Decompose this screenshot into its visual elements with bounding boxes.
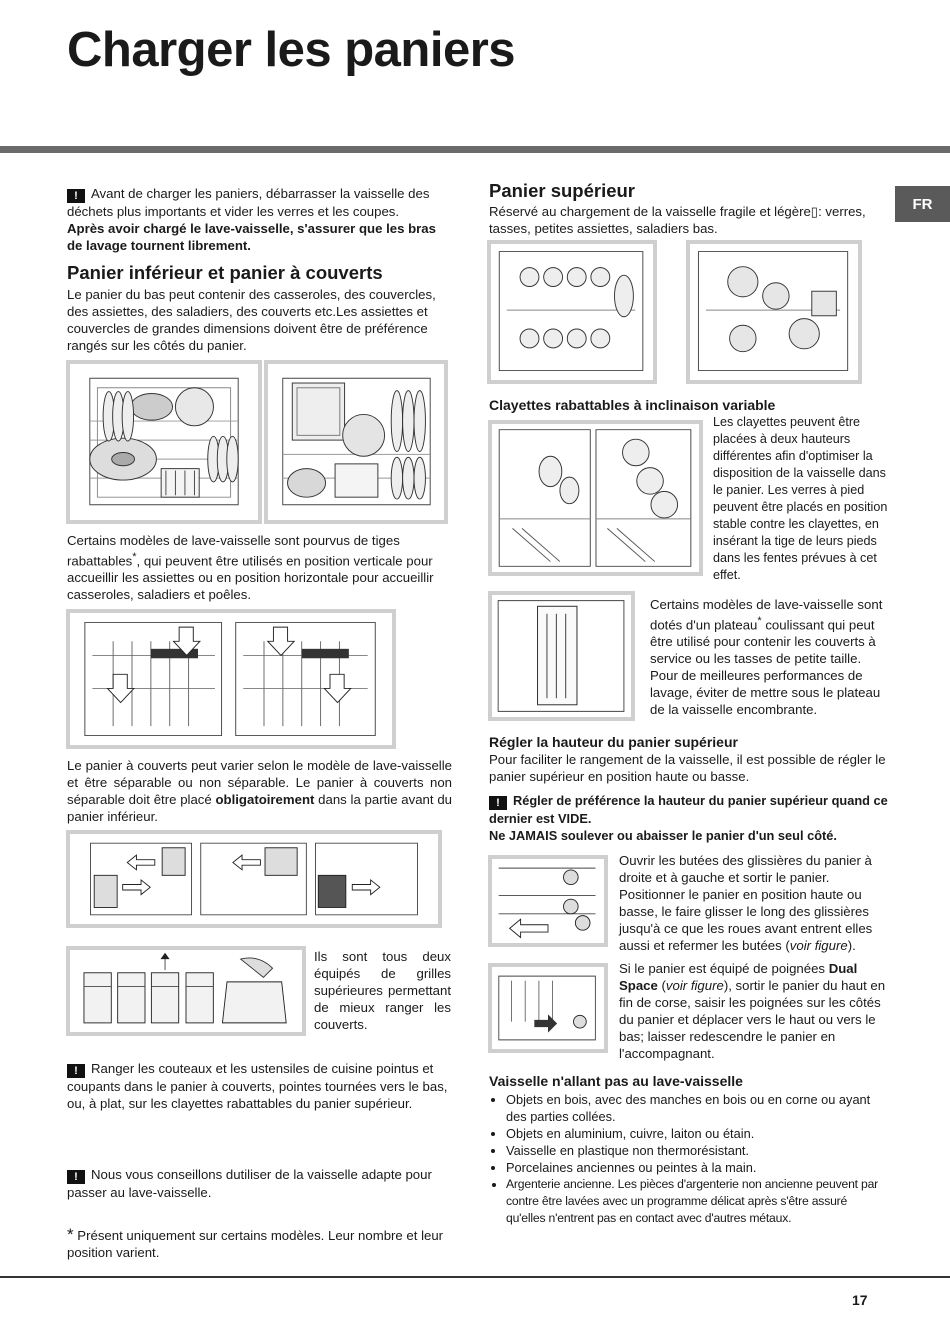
list-item: • Vaisselle en plastique non thermorésistant.: [506, 1142, 889, 1159]
upper-basket-figure-1: [487, 240, 657, 384]
clayettes-text: Les clayettes peuvent être placées à deux hauteurs différentes afin d'optimiser la disposition de la vaisselle dans le panier. Les verres à pied peuvent être placés en position stable contre les clayettes, en insérant la tige de leurs pieds dans les fentes prévues à cet effet.: [713, 415, 888, 582]
tiges-block: [67, 532, 457, 603]
grilles-text: Ils sont tous deux équipés de grilles supérieures permettant de mieux ranger les couverts.: [314, 949, 451, 1032]
footnote-star: *: [67, 1225, 74, 1244]
plateau-figure: [488, 591, 635, 721]
steps-text-2: ).: [847, 938, 856, 953]
clayettes-heading-block: [489, 397, 884, 413]
clayettes-text-block: [713, 414, 893, 584]
grilles-block: [314, 948, 451, 1033]
tiges-figure: [66, 609, 396, 749]
lower-basket-heading: Panier inférieur et panier à couverts: [67, 262, 383, 283]
tiges-text-1: Certains modèles de lave-vaisselle sont pourvus de tiges rabattables: [67, 533, 400, 569]
lower-basket-section: [67, 262, 457, 354]
height-heading: Régler la hauteur du panier supérieur: [489, 734, 738, 750]
height-warn-1: Régler de préférence la hauteur du panier supérieur quand ce dernier est VIDE.: [489, 793, 888, 826]
upper-basket-section: [489, 180, 884, 237]
lower-basket-figure-1: [66, 360, 262, 524]
rails-figure: [488, 855, 608, 947]
steps-italic: voir figure: [789, 938, 848, 953]
intro-block: [67, 185, 449, 254]
not-dishwasher-heading: Vaisselle n'allant pas au lave-vaisselle: [489, 1073, 743, 1089]
list-item: • Porcelaines anciennes ou peintes à la main.: [506, 1159, 889, 1176]
couverts-block: [67, 757, 452, 825]
dual-text-2: (: [657, 978, 666, 993]
language-tab: FR: [895, 186, 950, 222]
couverts-text-2: dans la partie avant du panier inférieur.: [67, 792, 452, 824]
warning-icon-height: !: [489, 796, 507, 810]
list-item: • Objets en aluminium, cuivre, laiton ou étain.: [506, 1125, 889, 1142]
intro-text: Avant de charger les paniers, débarrasser la vaisselle des déchets plus importants et vider les verres et les coupes.: [67, 186, 430, 219]
couverts-text-1: Le panier à couverts peut varier selon le modèle de lave-vaisselle et être séparable ou non séparable. Le panier à couverts non séparable doit être placé: [67, 758, 452, 807]
plateau-text-block: [650, 596, 890, 718]
knives-warning: [67, 1060, 452, 1112]
dual-text-3: ), sortir le panier du haut en fin de corse, saisir les poignées sur les côtés du panier et déplacer vers le haut ou vers le bas; laisser redescendre le panier en l'accompagnant.: [619, 978, 886, 1061]
footnote-block: [67, 1226, 452, 1261]
tiges-text-2: , qui peuvent être utilisés en position verticale pour accueillir les assiettes ou en position horizontale pour accueillir casseroles, saladiers et poêles.: [67, 553, 434, 603]
clayettes-heading: Clayettes rabattables à inclinaison variable: [489, 397, 776, 413]
lower-basket-text: Le panier du bas peut contenir des casseroles, des couvercles, des assiettes, des saladiers, des couverts etc.Les assiettes et couvercles de grandes dimensions doivent être de préférence rangés sur les côtés du panier.: [67, 287, 436, 353]
not-dishwasher-section: [489, 1073, 889, 1227]
upper-basket-text: Réservé au chargement de la vaisselle fragile et légère▯: verres, tasses, petites assiettes, saladiers bas.: [489, 204, 866, 236]
page-title: Charger les paniers: [67, 23, 516, 77]
dual-text-1: Si le panier est équipé de poignées: [619, 961, 829, 976]
header-rule: [0, 146, 950, 153]
knives-text: Ranger les couteaux et les ustensiles de cuisine pointus et coupants dans le panier à couverts, pointes tournées vers le bas, ou, à plat, sur les clayettes rabattables du panier supérieur.: [67, 1061, 448, 1111]
warning-icon-knives: !: [67, 1064, 85, 1078]
footnote-text: Présent uniquement sur certains modèles. Leur nombre et leur position varient.: [67, 1228, 444, 1260]
list-item: • Objets en bois, avec des manches en bois ou en corne ou ayant des parties collées.: [506, 1091, 889, 1125]
dual-bold: Dual Space: [619, 961, 858, 993]
page-number: 17: [852, 1292, 868, 1308]
steps-text-block: [619, 852, 887, 954]
plateau-text-1: Certains modèles de lave-vaisselle sont dotés d'un plateau: [650, 597, 883, 633]
intro-bold: Après avoir chargé le lave-vaisselle, s'assurer que les bras de lavage tournent librement.: [67, 221, 436, 253]
advice-text: Nous vous conseillons dutiliser de la vaisselle adapte pour passer au lave-vaisselle.: [67, 1167, 432, 1200]
warning-icon: !: [67, 189, 85, 203]
footer-rule: [0, 1276, 950, 1278]
couverts-bold: obligatoirement: [215, 792, 315, 807]
advice-warning: [67, 1166, 452, 1201]
steps-text-1: Ouvrir les butées des glissières du panier à droite et à gauche et sortir le panier. Positionner le panier en position haute ou basse, le faire glisser le long des glissières jusqu'à ce que les roues avant entrent elles aussi et refermer les butées (: [619, 853, 873, 953]
cutlery-basket-figure: [66, 830, 442, 928]
clayettes-figure: [488, 420, 703, 576]
dual-text-block: [619, 960, 891, 1062]
height-warn-2: Ne JAMAIS soulever ou abaisser le panier d'un seul côté.: [489, 828, 837, 843]
plateau-text-2: coulissant qui peut être utilisé pour contenir les couverts à service ou les tasses de petite taille. Pour de meilleures performances de lavage, éviter de mettre sous le plateau de la vaisselle encombrante.: [650, 617, 881, 718]
upper-basket-heading: Panier supérieur: [489, 180, 636, 201]
height-section: [489, 734, 889, 844]
tiges-star: *: [132, 551, 137, 563]
plateau-star: *: [757, 615, 762, 627]
warning-icon-advice: !: [67, 1170, 85, 1184]
height-text: Pour faciliter le rangement de la vaisselle, il est possible de régler le panier supérieur en position haute ou basse.: [489, 752, 886, 784]
upper-basket-figure-2: [686, 240, 862, 384]
cutlery-grille-figure: [66, 946, 306, 1036]
list-item: • Argenterie ancienne. Les pièces d'argenterie non ancienne peuvent par contre être lavées avec un programme délicat après s'être assuré qu'elles n'entrent pas en contact avec d'autres métaux.: [506, 1176, 889, 1227]
dual-space-figure: [488, 963, 608, 1053]
not-dishwasher-list: [489, 1091, 889, 1227]
dual-italic: voir figure: [665, 978, 724, 993]
lower-basket-figure-2: [264, 360, 448, 524]
